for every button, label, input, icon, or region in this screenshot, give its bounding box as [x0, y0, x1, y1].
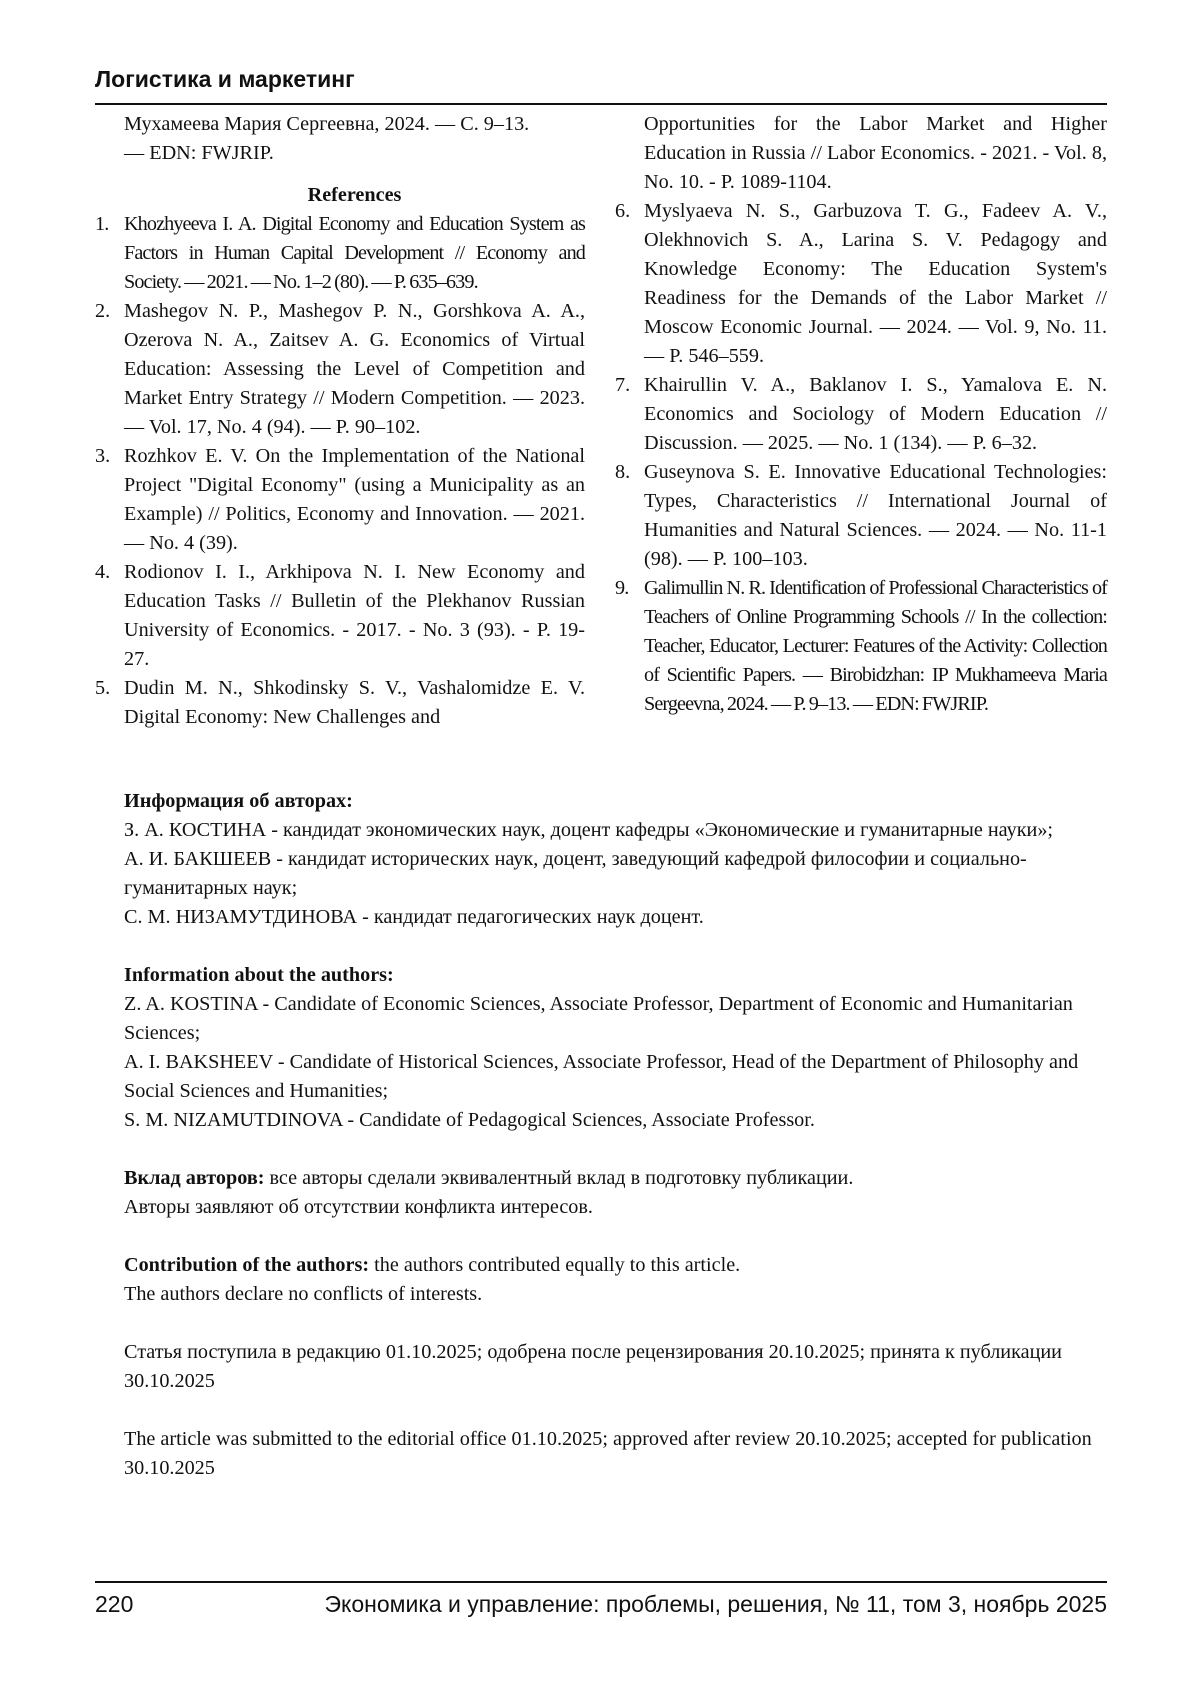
reference-number: 9.	[615, 577, 629, 599]
footer-rule	[95, 1581, 1107, 1583]
section-title: Логистика и маркетинг	[95, 66, 355, 92]
reference-text: Khairullin V. A., Baklanov I. S., Yamalova E. N. Economics and Sociology of Modern Education // Discussion. — 2025. — No. 1 (134). — P. 6–32.	[644, 374, 1107, 454]
dates-ru	[124, 1338, 1104, 1396]
author-line: А. И. БАКШЕЕВ - кандидат исторических наук, доцент, заведующий кафедрой философии и социально-гуманитарных наук;	[124, 848, 1027, 899]
contribution-text-en: the authors contributed equally to this article.	[369, 1254, 741, 1276]
reference-number: 8.	[615, 461, 631, 483]
left-column	[95, 110, 585, 732]
header-rule	[95, 103, 1107, 105]
reference-continuation: Opportunities for the Labor Market and Higher Education in Russia // Labor Economics. - 2021. - Vol. 8, No. 10. - P. 1089-1104.	[644, 113, 1107, 193]
references-list-right	[615, 197, 1107, 719]
authors-heading-en: Information about the authors:	[124, 964, 394, 986]
reference-text: Guseynova S. E. Innovative Educational Technologies: Types, Characteristics // International Journal of Humanities and Natural Sciences. — 2024. — No. 11-1 (98). — P. 100–103.	[644, 461, 1107, 570]
conflict-statement-ru: Авторы заявляют об отсутствии конфликта интересов.	[124, 1196, 593, 1218]
authors-heading-ru: Информация об авторах:	[124, 790, 353, 812]
dates-text-en: The article was submitted to the editorial office 01.10.2025; approved after review 20.10.2025; accepted for publication 30.10.2025	[124, 1428, 1092, 1479]
author-line: С. М. НИЗАМУТДИНОВА - кандидат педагогических наук доцент.	[124, 906, 704, 928]
continuation-line-1: Мухамеева Мария Сергеевна, 2024. — С. 9–13.	[124, 113, 530, 135]
right-column	[615, 110, 1107, 719]
reference-number: 4.	[95, 561, 111, 583]
reference-item	[95, 297, 585, 442]
reference-number: 5.	[95, 677, 111, 699]
contribution-en	[124, 1251, 1104, 1309]
contribution-label-ru: Вклад авторов:	[124, 1167, 265, 1189]
reference-number: 2.	[95, 300, 111, 322]
contribution-label-en: Contribution of the authors:	[124, 1254, 370, 1276]
reference-number: 6.	[615, 200, 631, 222]
reference-text: Galimullin N. R. Identification of Professional Characteristics of Teachers of Online Programming Schools // In the collection: Teacher, Educator, Lecturer: Features of the Activity: Collection of Scientific Papers. — Birobidzhan: IP Mukhameeva Maria Sergeevna, 2024. — P. 9–13. — EDN: FWJRIP.	[644, 577, 1107, 715]
authors-info-ru	[124, 787, 1104, 932]
contribution-ru	[124, 1164, 1104, 1222]
reference-item	[95, 442, 585, 558]
reference-continuation	[95, 110, 585, 168]
author-line: З. А. КОСТИНА - кандидат экономических наук, доцент кафедры «Экономические и гуманитарные науки»;	[124, 819, 1054, 841]
dates-text-ru: Статья поступила в редакцию 01.10.2025; одобрена после рецензирования 20.10.2025; принята к публикации 30.10.2025	[124, 1341, 1062, 1392]
reference-text: Rodionov I. I., Arkhipova N. I. New Economy and Education Tasks // Bulletin of the Plekhanov Russian University of Economics. - 2017. - No. 3 (93). - P. 19-27.	[124, 561, 585, 670]
reference-text: Dudin M. N., Shkodinsky S. V., Vashalomidze E. V. Digital Economy: New Challenges and	[124, 677, 585, 728]
dates-en	[124, 1425, 1104, 1483]
reference-text: Rozhkov E. V. On the Implementation of the National Project "Digital Economy" (using a Municipality as an Example) // Politics, Economy and Innovation. — 2021. — No. 4 (39).	[124, 445, 585, 554]
reference-item	[95, 674, 585, 732]
article-info	[124, 787, 1104, 1512]
contribution-text-ru: все авторы сделали эквивалентный вклад в подготовку публикации.	[264, 1167, 854, 1189]
reference-text: Mashegov N. P., Mashegov P. N., Gorshkova A. A., Ozerova N. A., Zaitsev A. G. Economics of Virtual Education: Assessing the Level of Competition and Market Entry Strategy // Modern Competition. — 2023. — Vol. 17, No. 4 (94). — P. 90–102.	[124, 300, 585, 438]
author-line: A. I. BAKSHEEV - Candidate of Historical Sciences, Associate Professor, Head of the Department of Philosophy and Social Sciences and Humanities;	[124, 1051, 1079, 1102]
author-line: S. M. NIZAMUTDINOVA - Candidate of Pedagogical Sciences, Associate Professor.	[124, 1109, 815, 1131]
page-number: 220	[95, 1591, 134, 1617]
reference-text: Myslyaeva N. S., Garbuzova T. G., Fadeev A. V., Olekhnovich S. A., Larina S. V. Pedagogy and Knowledge Economy: The Education System's Readiness for the Demands of the Labor Market // Moscow Economic Journal. — 2024. — Vol. 9, No. 11. — P. 546–559.	[644, 200, 1107, 367]
reference-item	[615, 458, 1107, 574]
reference-item	[95, 210, 585, 297]
conflict-statement-en: The authors declare no conflicts of interests.	[124, 1283, 483, 1305]
reference-number: 7.	[615, 374, 631, 396]
reference-item	[615, 197, 1107, 371]
reference-item	[95, 558, 585, 674]
reference-number: 3.	[95, 445, 111, 467]
journal-title: Экономика и управление: проблемы, решения, № 11, том 3, ноябрь 2025	[324, 1591, 1107, 1617]
author-line: Z. A. KOSTINA - Candidate of Economic Sciences, Associate Professor, Department of Economic and Humanitarian Sciences;	[124, 993, 1073, 1044]
reference-text: Khozhyeeva I. A. Digital Economy and Education System as Factors in Human Capital Development // Economy and Society. — 2021. — No. 1–2 (80). — P. 635–639.	[124, 213, 585, 293]
reference-item	[615, 574, 1107, 719]
references-list-left	[95, 210, 585, 732]
continuation-line-2: — EDN: FWJRIP.	[124, 142, 274, 164]
authors-info-en	[124, 961, 1104, 1135]
references-heading: References	[307, 184, 402, 206]
reference-number: 1.	[95, 213, 109, 235]
reference-item	[615, 371, 1107, 458]
